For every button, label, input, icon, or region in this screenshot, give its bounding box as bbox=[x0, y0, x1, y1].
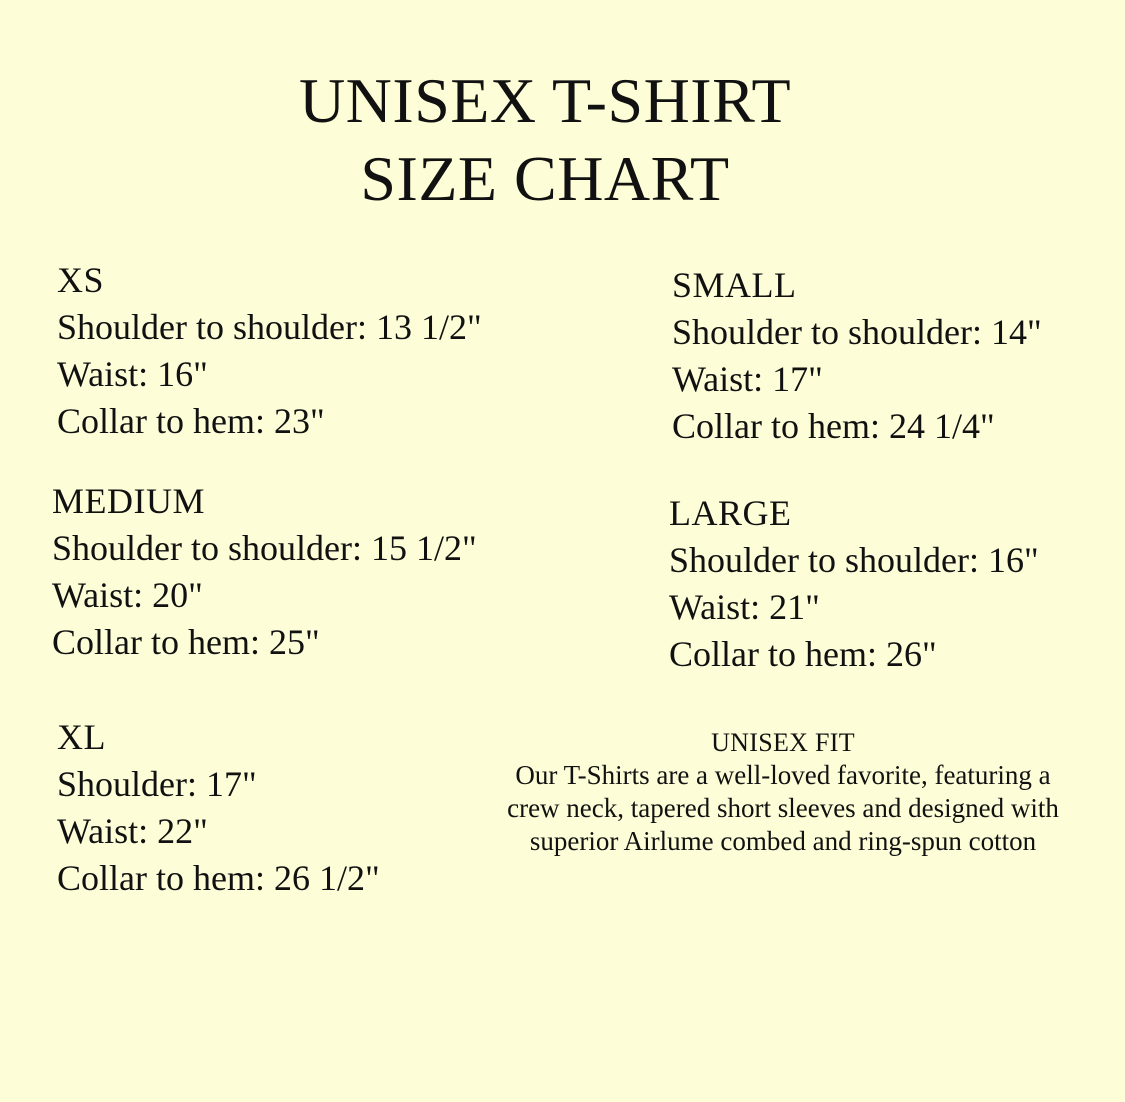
size-name: LARGE bbox=[669, 493, 792, 533]
unisex-fit-note bbox=[462, 726, 1104, 858]
length-measurement: Collar to hem: 24 1/4" bbox=[672, 406, 995, 446]
length-measurement: Collar to hem: 23" bbox=[57, 401, 325, 441]
shoulder-measurement: Shoulder to shoulder: 15 1/2" bbox=[52, 528, 477, 568]
waist-measurement: Waist: 20" bbox=[52, 575, 203, 615]
size-name: XS bbox=[57, 260, 105, 300]
waist-measurement: Waist: 22" bbox=[57, 811, 208, 851]
fit-title: UNISEX FIT bbox=[711, 728, 855, 757]
page-title bbox=[0, 62, 1090, 218]
size-block-xl bbox=[57, 714, 380, 902]
title-line-1: UNISEX T-SHIRT bbox=[298, 65, 792, 136]
shoulder-measurement: Shoulder: 17" bbox=[57, 764, 257, 804]
size-block-xs bbox=[57, 257, 482, 445]
size-block-large bbox=[669, 490, 1039, 678]
fit-description-line: superior Airlume combed and ring-spun cotton bbox=[529, 826, 1037, 856]
shoulder-measurement: Shoulder to shoulder: 16" bbox=[669, 540, 1039, 580]
waist-measurement: Waist: 16" bbox=[57, 354, 208, 394]
waist-measurement: Waist: 21" bbox=[669, 587, 820, 627]
title-line-2: SIZE CHART bbox=[360, 143, 730, 214]
shoulder-measurement: Shoulder to shoulder: 14" bbox=[672, 312, 1042, 352]
length-measurement: Collar to hem: 25" bbox=[52, 622, 320, 662]
size-name: MEDIUM bbox=[52, 481, 205, 521]
size-block-medium bbox=[52, 478, 477, 666]
fit-description-line: crew neck, tapered short sleeves and designed with bbox=[507, 793, 1059, 823]
length-measurement: Collar to hem: 26 1/2" bbox=[57, 858, 380, 898]
length-measurement: Collar to hem: 26" bbox=[669, 634, 937, 674]
shoulder-measurement: Shoulder to shoulder: 13 1/2" bbox=[57, 307, 482, 347]
fit-description-line: Our T-Shirts are a well-loved favorite, featuring a bbox=[515, 760, 1051, 790]
size-name: XL bbox=[57, 717, 106, 757]
size-block-small bbox=[672, 262, 1042, 450]
size-name: SMALL bbox=[672, 265, 797, 305]
waist-measurement: Waist: 17" bbox=[672, 359, 823, 399]
